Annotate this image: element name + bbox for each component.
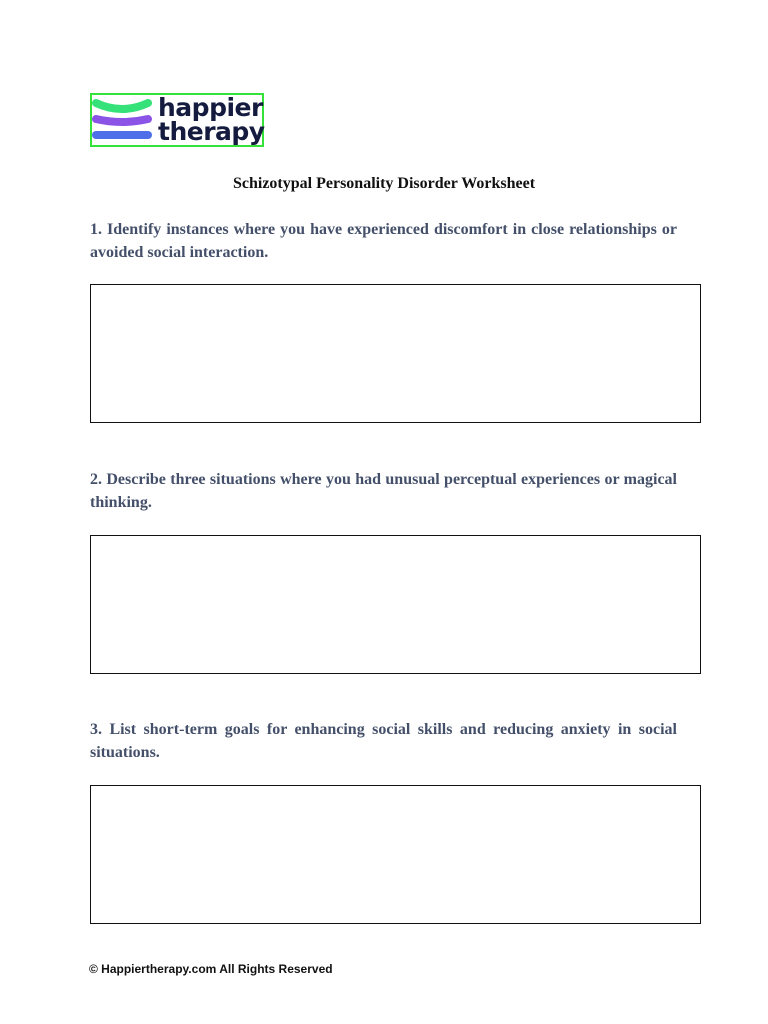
logo-wordmark (158, 93, 265, 146)
question-1: 1. Identify instances where you have experienced discomfort in close relationships or avoided social interaction. (90, 221, 677, 261)
answer-box-3[interactable] (90, 785, 701, 924)
copyright-footer: © Happiertherapy.com All Rights Reserved (89, 962, 333, 976)
logo (90, 93, 264, 147)
answer-box-2[interactable] (90, 535, 701, 674)
logo-text-line1: happier (158, 93, 263, 122)
question-3: 3. List short-term goals for enhancing social skills and reducing anxiety in social situations. (90, 721, 677, 761)
question-2: 2. Describe three situations where you had unusual perceptual experiences or magical thinking. (90, 471, 677, 511)
worksheet-title: Schizotypal Personality Disorder Worksheet (232, 175, 536, 192)
logo-text-line2: therapy (158, 117, 265, 146)
answer-box-1[interactable] (90, 284, 701, 423)
logo-waves-icon (92, 95, 154, 145)
